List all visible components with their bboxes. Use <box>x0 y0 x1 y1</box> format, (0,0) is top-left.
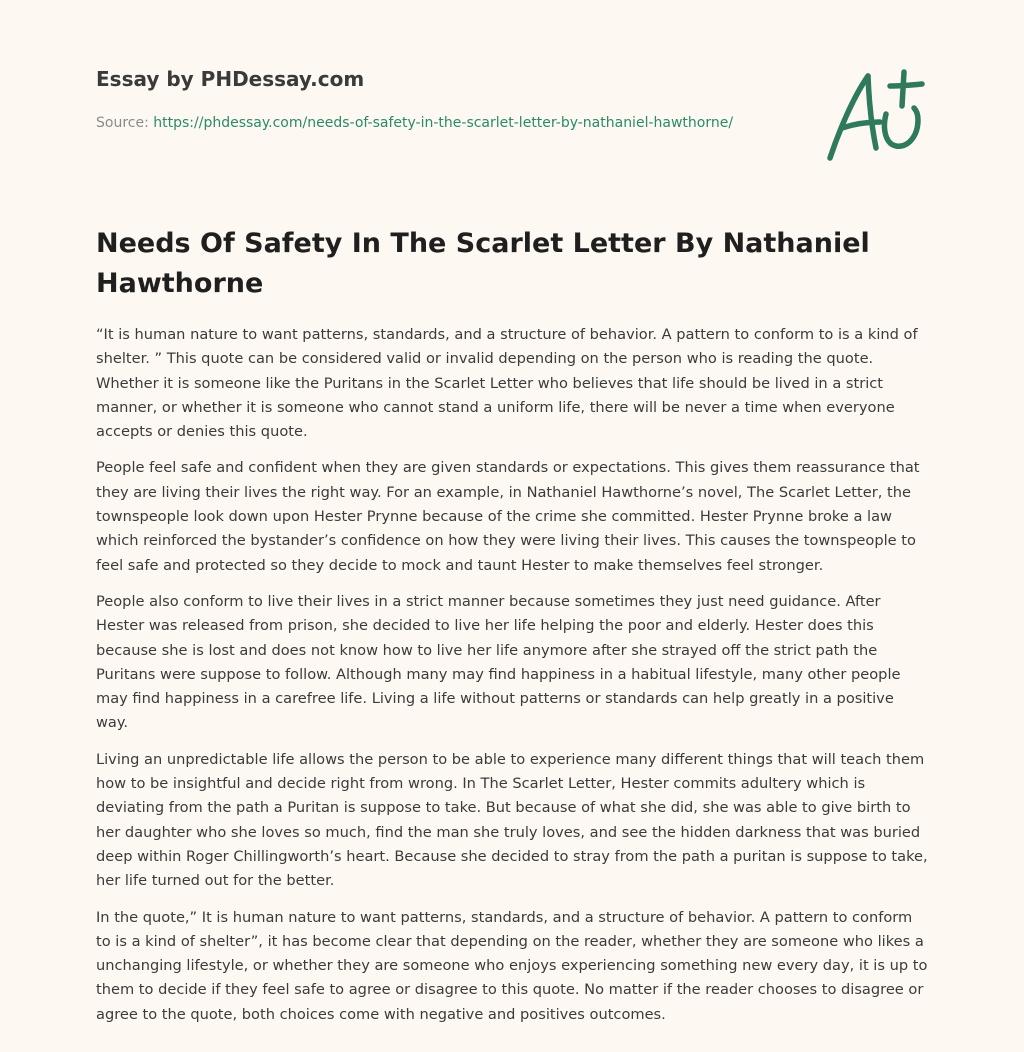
essay-paragraph: In the quote,” It is human nature to want patterns, standards, and a structure of behavior. A pattern to conform to is a kind of shelter”, it has become clear that depending on the reader, whether they are someone who likes a unchanging lifestyle, or whether they are someone who enjoys experiencing something new every day, it is up to them to decide if they feel safe to agree or disagree to this quote. No matter if the reader chooses to disagree or agree to the quote, both choices come with negative and positives outcomes. <box>96 908 928 1023</box>
essay-paragraph: “It is human nature to want patterns, standards, and a structure of behavior. A pattern to conform to is a kind of shelter. ” This quote can be considered valid or invalid depending on the person who is reading the quote. Whether it is someone like the Puritans in the Scarlet Letter who believes that life should be lived in a strict manner, or whether it is someone who cannot stand a uniform life, there will be never a time when everyone accepts or denies this quote. <box>96 326 918 441</box>
a-plus-logo-icon <box>820 66 930 166</box>
essay-paragraph: People feel safe and confident when they are given standards or expectations. This gives them reassurance that they are living their lives the right way. For an example, in Nathaniel Hawthorne’s novel, The Scarlet Letter, the townspeople look down upon Hester Prynne because of the crime she committed. Hester Prynne broke a law which reinforced the bystander’s confidence on how they were living their lives. This causes the townspeople to feel safe and protected so they decide to mock and taunt Hester to make themselves feel stronger. <box>96 459 920 574</box>
essay-paragraph: People also conform to live their lives in a strict manner because sometimes they just need guidance. After Hester was released from prison, she decided to live her life helping the poor and elderly. Hester does this because she is lost and does not know how to live her life anymore after she strayed off the strict path the Puritans were suppose to follow. Although many may find happiness in a habitual lifestyle, many other people may find happiness in a carefree life. Living a life without patterns or standards can help greatly in a positive way. <box>96 592 901 732</box>
source-link[interactable]: https://phdessay.com/needs-of-safety-in-the-scarlet-letter-by-nathaniel-hawthorne/ <box>153 115 734 131</box>
essay-title: Needs Of Safety In The Scarlet Letter By Nathaniel Hawthorne <box>96 228 870 299</box>
page-header <box>96 64 736 134</box>
essay-body <box>96 323 930 1039</box>
essay-paragraph: Living an unpredictable life allows the person to be able to experience many different things that will teach them how to be insightful and decide right from wrong. In The Scarlet Letter, Hester commits adultery which is deviating from the path a Puritan is suppose to take. But because of what she did, she was able to give birth to her daughter who she loves so much, find the man she truly loves, and see the hidden darkness that was buried deep within Roger Chillingworth’s heart. Because she decided to stray from the path a puritan is suppose to take, her life turned out for the better. <box>96 750 928 890</box>
site-title: Essay by PHDessay.com <box>96 67 365 91</box>
source-label: Source: <box>96 115 149 131</box>
source-line <box>96 112 736 134</box>
